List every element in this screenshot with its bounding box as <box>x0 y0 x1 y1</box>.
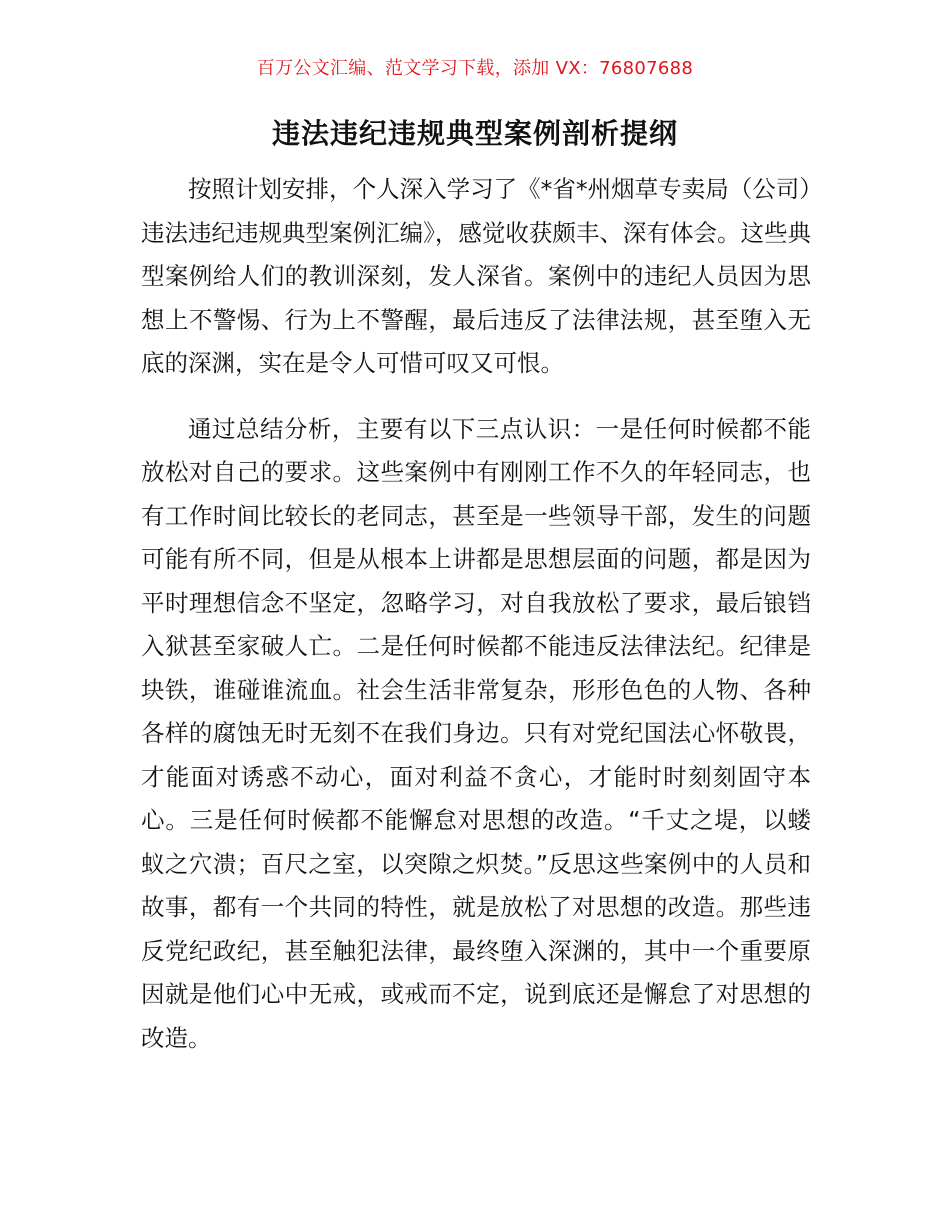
body-paragraph: 按照计划安排，个人深入学习了《*省*州烟草专卖局（公司）违法违纪违规典型案例汇编》，感觉收获颇丰、深有体会。这些典型案例给人们的教训深刻，发人深省。案例中的违纪人员因为思想上不警惕、行为上不警醒，最后违反了法律法规，甚至堕入无底的深渊，实在是令人可惜可叹又可恨。 <box>141 175 811 377</box>
document-title: 违法违纪违规典型案例剖析提纲 <box>271 117 678 150</box>
body-paragraph: 通过总结分析，主要有以下三点认识：一是任何时候都不能放松对自己的要求。这些案例中有刚刚工作不久的年轻同志，也有工作时间比较长的老同志，甚至是一些领导干部，发生的问题可能有所不同，但是从根本上讲都是思想层面的问题，都是因为平时理想信念不坚定，忽略学习，对自我放松了要求，最后锒铛入狱甚至家破人亡。二是任何时候都不能违反法律法纪。纪律是块铁，谁碰谁流血。社会生活非常复杂，形形色色的人物、各种各样的腐蚀无时无刻不在我们身边。只有对党纪国法心怀敬畏，才能面对诱惑不动心，面对利益不贪心，才能时时刻刻固守本心。三是任何时候都不能懈怠对思想的改造。“千丈之堤，以蝼蚁之穴溃；百尺之室，以突隙之炽焚。”反思这些案例中的人员和故事，都有一个共同的特性，就是放松了对思想的改造。那些违反党纪政纪，甚至触犯法律，最终堕入深渊的，其中一个重要原因就是他们心中无戒，或戒而不定，说到底还是懈怠了对思想的改造。 <box>141 414 811 1052</box>
document-body <box>141 168 811 1082</box>
header-watermark-text: 百万公文汇编、范文学习下载，添加 VX：76807688 <box>256 58 694 79</box>
